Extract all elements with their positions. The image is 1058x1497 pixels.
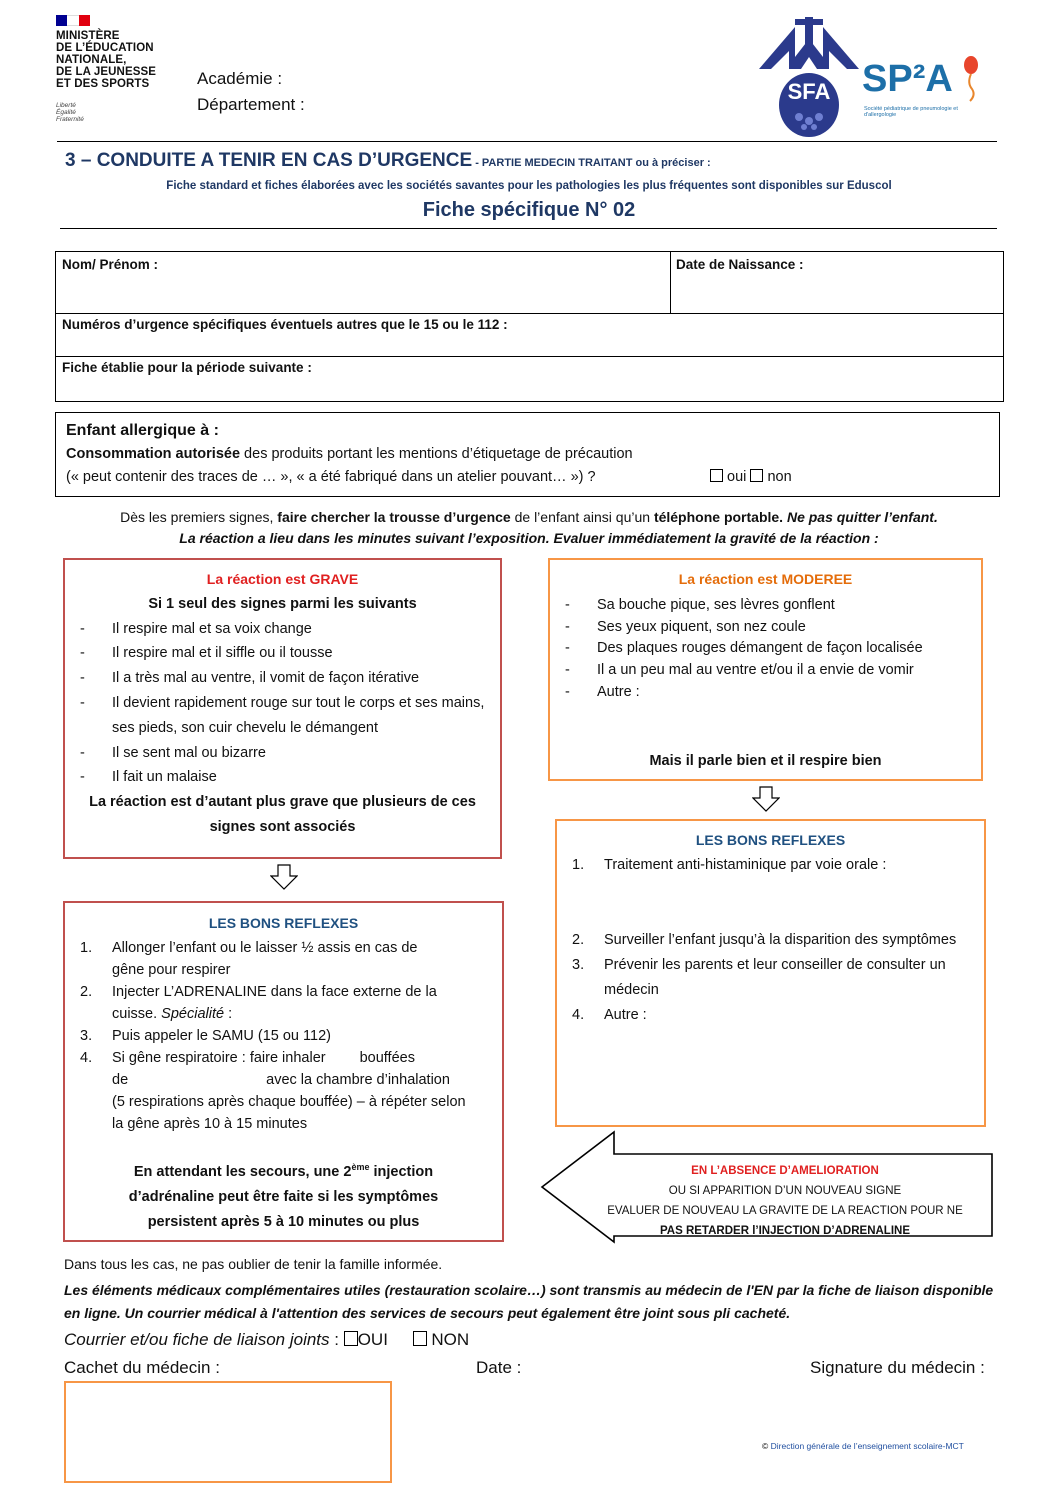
oui-checkbox[interactable] <box>710 469 723 482</box>
list-item: - Il respire mal et sa voix change <box>65 617 488 642</box>
list-item: - Il se sent mal ou bizarre <box>65 741 488 766</box>
credit-link[interactable]: Direction générale de l’enseignement scolaire-MCT <box>770 1441 964 1451</box>
title-rule <box>60 228 997 229</box>
moderee-list <box>550 595 981 704</box>
nom-prenom-field[interactable]: Nom/ Prénom : <box>62 257 159 272</box>
devise: Liberté Égalité Fraternité <box>56 102 84 123</box>
grave-box <box>63 558 502 859</box>
courrier-oui-checkbox[interactable] <box>344 1331 358 1346</box>
intro-line2: La réaction a lieu dans les minutes suivant l’exposition. Evaluer immédiatement la gravité de la réaction : <box>179 530 879 546</box>
allergy-box <box>55 412 1000 497</box>
moderee-title: La réaction est MODEREE <box>678 571 853 587</box>
balloon-icon <box>958 55 984 103</box>
arrow-down-icon <box>270 864 298 890</box>
allergy-line2: (« peut contenir des traces de … », « a été fabriqué dans un atelier pouvant… ») ? <box>66 469 596 485</box>
grave-lead: Si 1 seul des signes parmi les suivants <box>148 595 417 612</box>
reflexes-grave-footer: En attendant les secours, une 2ème injection d’adrénaline peut être faite si les symptômes persistent après 5 à 10 minutes ou plus <box>128 1162 439 1230</box>
allergy-title: Enfant allergique à : <box>66 422 219 439</box>
arrow-down-icon <box>752 786 780 812</box>
reflexes-grave-list <box>65 937 502 1135</box>
list-item: 3. Prévenir les parents et leur conseiller de consulter un médecin <box>572 957 946 998</box>
fiche-title: Fiche spécifique N° 02 <box>422 199 636 221</box>
reflexes-moderee-box <box>555 819 986 1127</box>
allergy-line1: Consommation autorisée des produits portant les mentions d’étiquetage de précaution <box>66 446 633 462</box>
list-item: 1. Traitement anti-histaminique par voie orale : <box>572 857 887 873</box>
courrier-non-checkbox[interactable] <box>413 1331 427 1346</box>
ministry-logo-text: MINISTÈRE DE L’ÉDUCATION NATIONALE, DE LA JEUNESSE ET DES SPORTS <box>56 30 157 90</box>
svg-text:SFA: SFA <box>787 79 831 104</box>
grave-list <box>65 617 500 791</box>
reflexes-grave-title: LES BONS REFLEXES <box>208 915 359 931</box>
identity-table <box>55 251 1004 402</box>
list-item: - Des plaques rouges démangent de façon localisée <box>550 638 981 660</box>
date-label: Date : <box>476 1358 522 1377</box>
list-item: - Il devient rapidement rouge sur tout le corps et ses mains, ses pieds, son cuir chevelu le démangent <box>65 691 488 741</box>
list-item: 3. Puis appeler le SAMU (15 ou 112) <box>80 1028 331 1044</box>
courrier-line: Courrier et/ou fiche de liaison joints : OUI NON <box>64 1330 470 1349</box>
cachet-label: Cachet du médecin : <box>64 1358 220 1377</box>
credit-line: © Direction générale de l’enseignement scolaire-MCT <box>762 1441 964 1451</box>
allergy-choice: oui non <box>710 469 792 485</box>
list-item: 2. Surveiller l’enfant jusqu’à la disparition des symptômes <box>572 932 957 948</box>
numeros-urgence-field[interactable]: Numéros d’urgence spécifiques éventuels autres que le 15 ou le 112 : <box>62 317 508 332</box>
famille-note: Dans tous les cas, ne pas oublier de tenir la famille informée. <box>64 1256 443 1272</box>
header-rule <box>57 141 997 142</box>
list-item: 4. Si gêne respiratoire : faire inhaler bouffées de avec la chambre d’inhalation (5 respirations après chaque bouffée) – à répéter selon la gêne après 10 à 15 minutes <box>80 1050 466 1132</box>
grave-footer: La réaction est d’autant plus grave que plusieurs de ces signes sont associés <box>89 794 476 835</box>
list-item: - Sa bouche pique, ses lèvres gonflent <box>550 595 981 617</box>
sp2a-logo: SP²A <box>862 58 953 100</box>
list-item: 1. Allonger l’enfant ou le laisser ½ assis en cas de gêne pour respirer <box>80 940 418 978</box>
moderee-footer: Mais il parle bien et il respire bien <box>649 753 882 769</box>
academie-label: Académie : <box>197 69 283 88</box>
intro-line1: Dès les premiers signes, faire chercher la trousse d’urgence de l’enfant ainsi qu’un téléphone portable. Ne pas quitter l’enfant. <box>120 509 938 525</box>
list-item: - Ses yeux piquent, son nez coule <box>550 617 981 639</box>
departement-label: Département : <box>197 95 305 114</box>
section-title: 3 – CONDUITE A TENIR EN CAS D’URGENCE - PARTIE MEDECIN TRAITANT ou à préciser : <box>65 150 711 171</box>
moderee-box <box>548 558 983 781</box>
list-item: - Il fait un malaise <box>65 765 488 790</box>
date-naissance-field[interactable]: Date de Naissance : <box>676 257 804 272</box>
list-item: - Il a un peu mal au ventre et/ou il a envie de vomir <box>550 660 981 682</box>
reflexes-moderee-title: LES BONS REFLEXES <box>695 832 846 848</box>
list-item: - Il respire mal et il siffle ou il tousse <box>65 641 488 666</box>
periode-field[interactable]: Fiche établie pour la période suivante : <box>62 360 312 375</box>
reflexes-grave-box <box>63 901 504 1242</box>
list-item: 4. Autre : <box>572 1007 647 1023</box>
elements-note: Les éléments médicaux complémentaires utiles (restauration scolaire…) sont transmis au médecin de l'EN par la fiche de liaison disponible en ligne. Un courrier médical à l'attention des services de secours peut également être joint sous pli cacheté. <box>64 1282 994 1321</box>
signature-label: Signature du médecin : <box>810 1358 985 1377</box>
absence-text: EN L’ABSENCE D’AMELIORATION OU SI APPARITION D’UN NOUVEAU SIGNE EVALUER DE NOUVEAU LA GRAVITE DE LA REACTION POUR NE PAS RETARDER l’INJECTION D’ADRENALINE <box>607 1165 963 1237</box>
reflexes-moderee-list <box>557 853 984 1028</box>
cachet-box[interactable] <box>64 1381 392 1483</box>
sfa-logo-icon <box>755 17 863 137</box>
list-item: - Il a très mal au ventre, il vomit de façon itérative <box>65 666 488 691</box>
sp2a-subtitle: Société pédiatrique de pneumologie et d'allergologie <box>864 106 958 118</box>
list-item: - Autre : <box>550 682 981 704</box>
list-item: 2. Injecter L’ADRENALINE dans la face externe de la cuisse. Spécialité : <box>80 984 437 1022</box>
section-subtitle: Fiche standard et fiches élaborées avec les sociétés savantes pour les pathologies les plus fréquentes sont disponibles sur Eduscol <box>166 180 892 192</box>
non-checkbox[interactable] <box>750 469 763 482</box>
grave-title: La réaction est GRAVE <box>206 571 359 587</box>
republique-flag-icon <box>56 13 90 24</box>
academie-block <box>197 66 305 118</box>
